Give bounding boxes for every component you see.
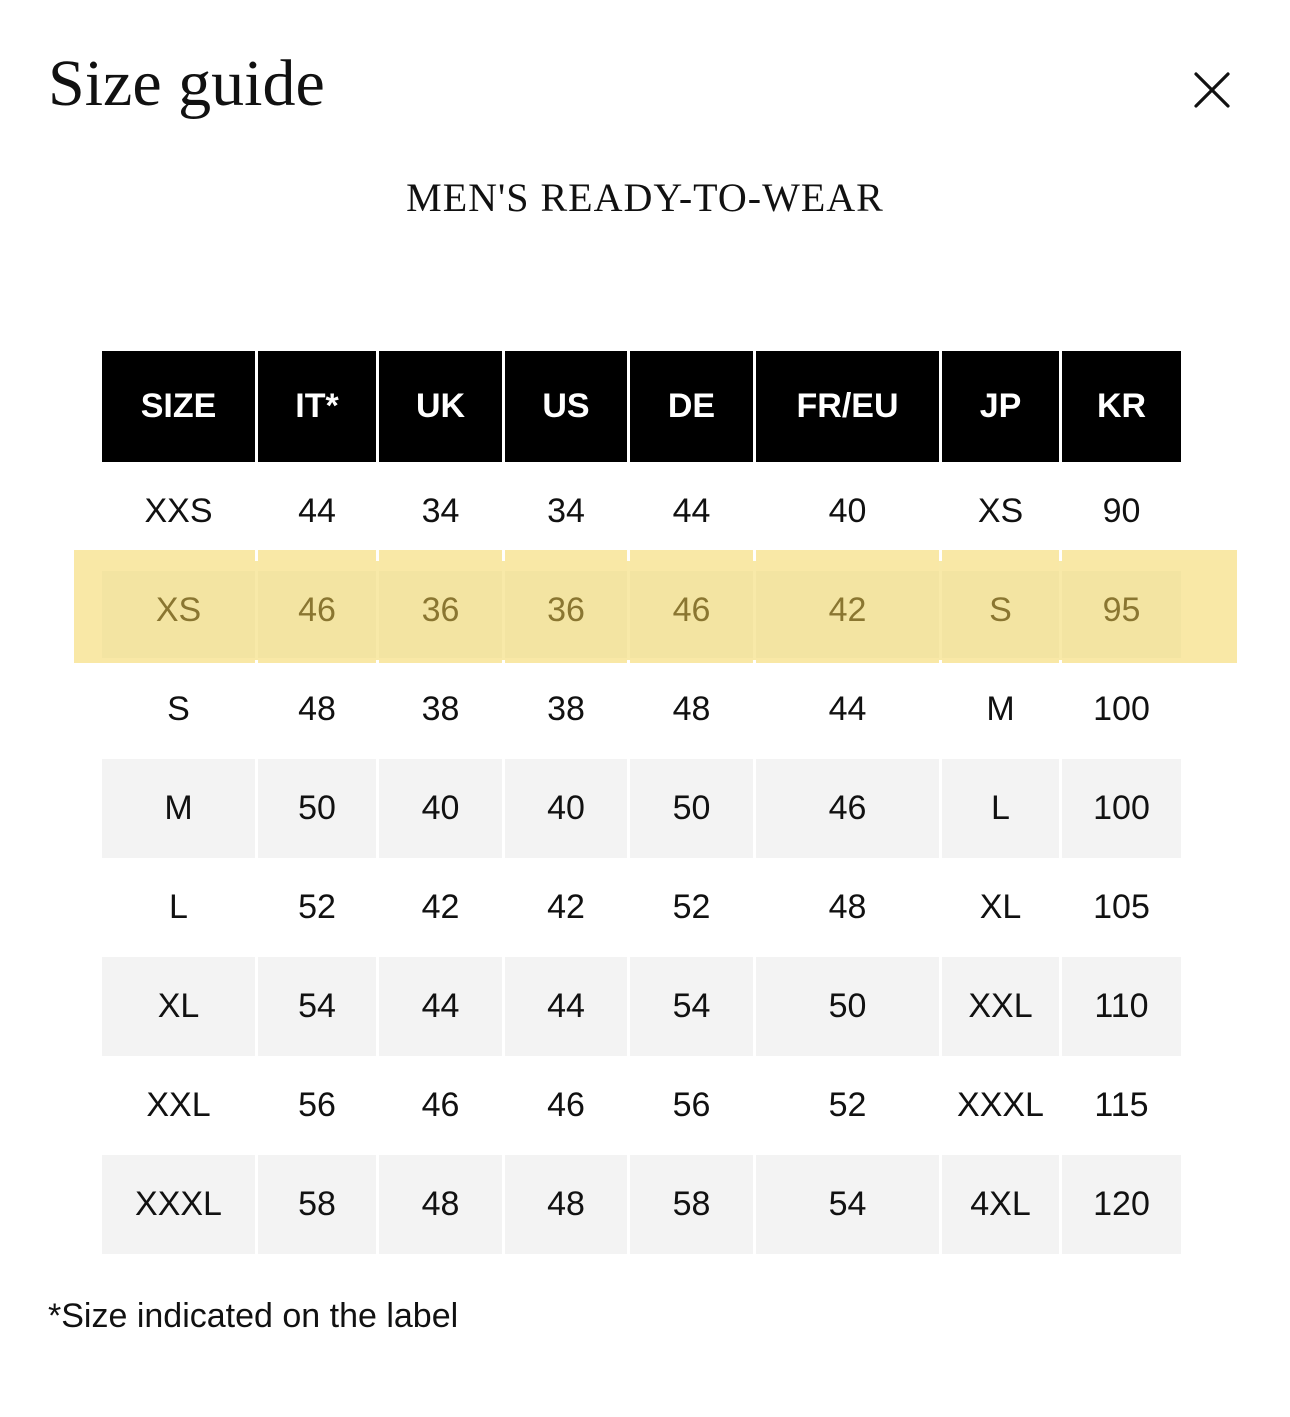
table-cell: 38 [502, 660, 627, 759]
table-cell: XL [102, 957, 255, 1056]
column-header-it: IT* [255, 351, 376, 462]
section-title: MEN'S READY-TO-WEAR [406, 175, 884, 220]
column-header-size: SIZE [102, 351, 255, 462]
table-cell: XXL [939, 957, 1059, 1056]
table-cell: 120 [1059, 1155, 1181, 1254]
column-header-fr-eu: FR/EU [753, 351, 939, 462]
size-footnote: *Size indicated on the label [48, 1297, 459, 1335]
table-cell: L [169, 888, 188, 926]
table-cell: 58 [255, 1155, 376, 1254]
table-cell: 90 [1059, 462, 1181, 561]
table-row [102, 660, 1181, 759]
table-cell: 58 [627, 1155, 753, 1254]
column-header-us: US [502, 351, 627, 462]
table-cell: 42 [502, 858, 627, 957]
column-header-kr: KR [1059, 351, 1181, 462]
column-header-jp: JP [939, 351, 1059, 462]
table-cell: XXXL [102, 1155, 255, 1254]
table-row [102, 1155, 1181, 1254]
table-cell: 48 [627, 660, 753, 759]
table-cell: L [939, 759, 1059, 858]
table-cell: 44 [627, 462, 753, 561]
table-cell: 40 [753, 462, 939, 561]
table-row [102, 957, 1181, 1056]
table-cell: 48 [255, 660, 376, 759]
table-cell: 44 [502, 957, 627, 1056]
table-cell: M [939, 660, 1059, 759]
table-cell: 48 [502, 1155, 627, 1254]
table-cell: 34 [502, 462, 627, 561]
table-cell: 48 [753, 858, 939, 957]
table-row [102, 858, 1181, 957]
table-cell: XXXL [939, 1056, 1059, 1155]
table-cell: 4XL [939, 1155, 1059, 1254]
table-cell: 50 [753, 957, 939, 1056]
table-cell: 95 [1059, 561, 1181, 660]
table-cell: 42 [376, 858, 502, 957]
table-cell: 36 [502, 561, 627, 660]
table-cell: XL [939, 858, 1059, 957]
table-cell: 46 [255, 561, 376, 660]
table-header-row [102, 351, 1181, 462]
table-cell: 54 [753, 1155, 939, 1254]
table-cell: 34 [376, 462, 502, 561]
close-button[interactable] [1188, 66, 1236, 114]
table-cell: XS [939, 462, 1059, 561]
table-cell: 44 [753, 660, 939, 759]
table-row [102, 1056, 1181, 1155]
table-cell: M [102, 759, 255, 858]
table-cell: S [167, 690, 190, 728]
table-cell: 46 [753, 759, 939, 858]
table-cell: 56 [627, 1056, 753, 1155]
table-cell: 50 [627, 759, 753, 858]
table-cell: S [939, 561, 1059, 660]
table-row [102, 759, 1181, 858]
table-cell: XXL [146, 1086, 211, 1124]
table-cell: 48 [376, 1155, 502, 1254]
table-cell: XS [102, 561, 255, 660]
table-cell: 54 [255, 957, 376, 1056]
table-cell: 46 [376, 1056, 502, 1155]
table-cell: 56 [255, 1056, 376, 1155]
table-row-selected [102, 561, 1181, 660]
table-cell: 52 [627, 858, 753, 957]
table-cell: 54 [627, 957, 753, 1056]
table-cell: 42 [753, 561, 939, 660]
close-icon [1188, 66, 1236, 114]
table-cell: 100 [1059, 660, 1181, 759]
table-cell: 36 [376, 561, 502, 660]
table-row [102, 462, 1181, 561]
table-cell: 115 [1059, 1056, 1181, 1155]
table-cell: 110 [1059, 957, 1181, 1056]
page-title: Size guide [48, 47, 325, 120]
size-table [102, 351, 1181, 1254]
table-cell: 40 [502, 759, 627, 858]
table-cell: 40 [376, 759, 502, 858]
table-cell: XXS [144, 492, 213, 530]
table-cell: 46 [502, 1056, 627, 1155]
table-cell: 44 [376, 957, 502, 1056]
table-cell: 105 [1059, 858, 1181, 957]
column-header-de: DE [627, 351, 753, 462]
table-cell: 46 [627, 561, 753, 660]
column-header-uk: UK [376, 351, 502, 462]
table-cell: 50 [255, 759, 376, 858]
table-cell: 100 [1059, 759, 1181, 858]
table-cell: 52 [255, 858, 376, 957]
table-cell: 38 [376, 660, 502, 759]
table-cell: 52 [753, 1056, 939, 1155]
table-cell: 44 [255, 462, 376, 561]
